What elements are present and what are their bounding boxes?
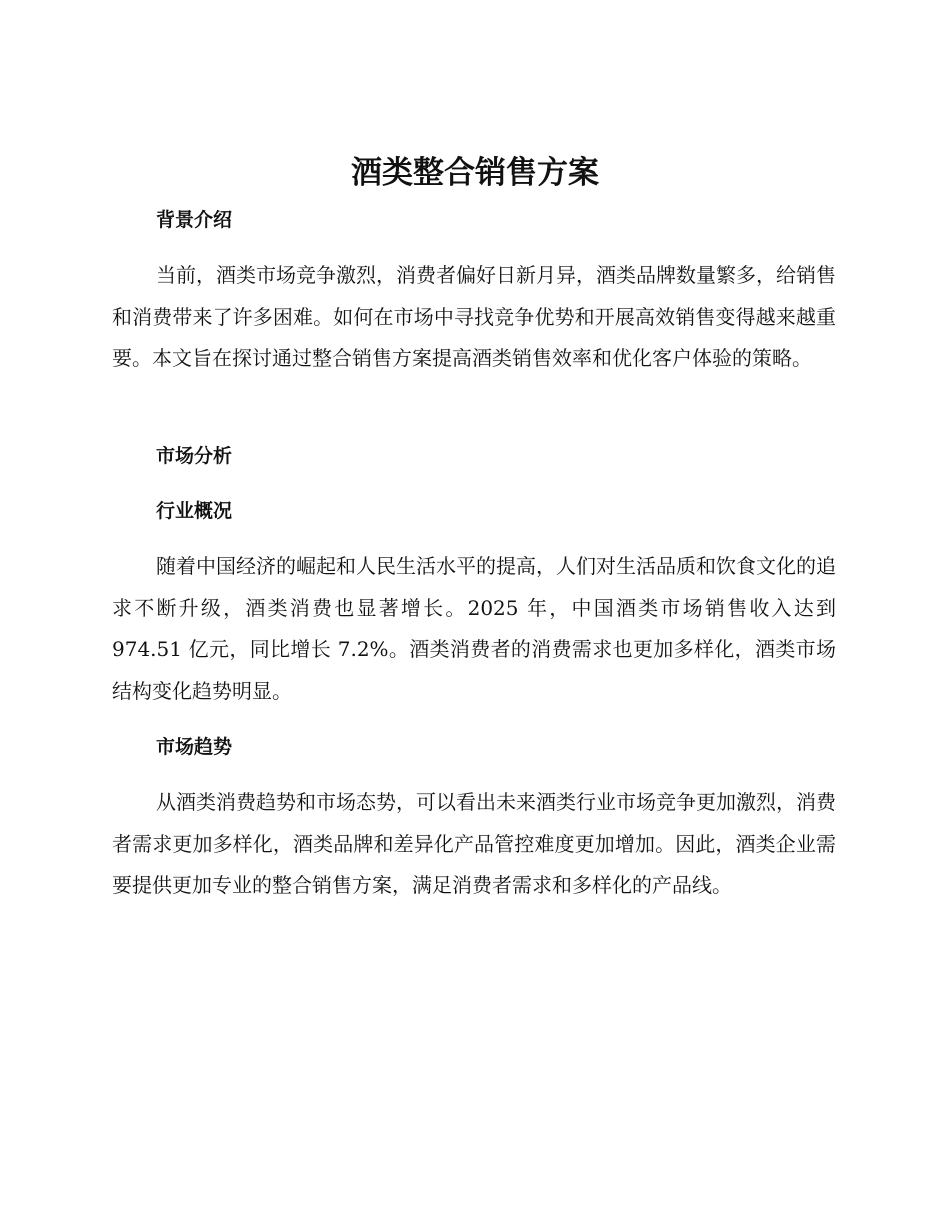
document-title: 酒类整合销售方案 — [351, 155, 599, 191]
heading-market-trend: 市场趋势 — [156, 736, 233, 758]
paragraph-industry-overview: 随着中国经济的崛起和人民生活水平的提高，人们对生活品质和饮食文化的追求不断升级，酒类消费也显著增长。2025 年，中国酒类市场销售收入达到 974.51 亿元，同比增长 7.2%。酒类消费者的消费需求也更加多样化，酒类市场结构变化趋势明显。 — [112, 554, 836, 703]
paragraph-market-trend: 从酒类消费趋势和市场态势，可以看出未来酒类行业市场竞争更加激烈，消费者需求更加多样化，酒类品牌和差异化产品管控难度更加增加。因此，酒类企业需要提供更加专业的整合销售方案，满足消费者需求和多样化的产品线。 — [112, 790, 836, 897]
heading-background: 背景介绍 — [156, 209, 233, 231]
heading-industry-overview: 行业概况 — [156, 500, 233, 522]
heading-market-analysis: 市场分析 — [156, 445, 233, 467]
paragraph-background: 当前，酒类市场竞争激烈，消费者偏好日新月异，酒类品牌数量繁多，给销售和消费带来了许多困难。如何在市场中寻找竞争优势和开展高效销售变得越来越重要。本文旨在探讨通过整合销售方案提高酒类销售效率和优化客户体验的策略。 — [112, 263, 836, 370]
